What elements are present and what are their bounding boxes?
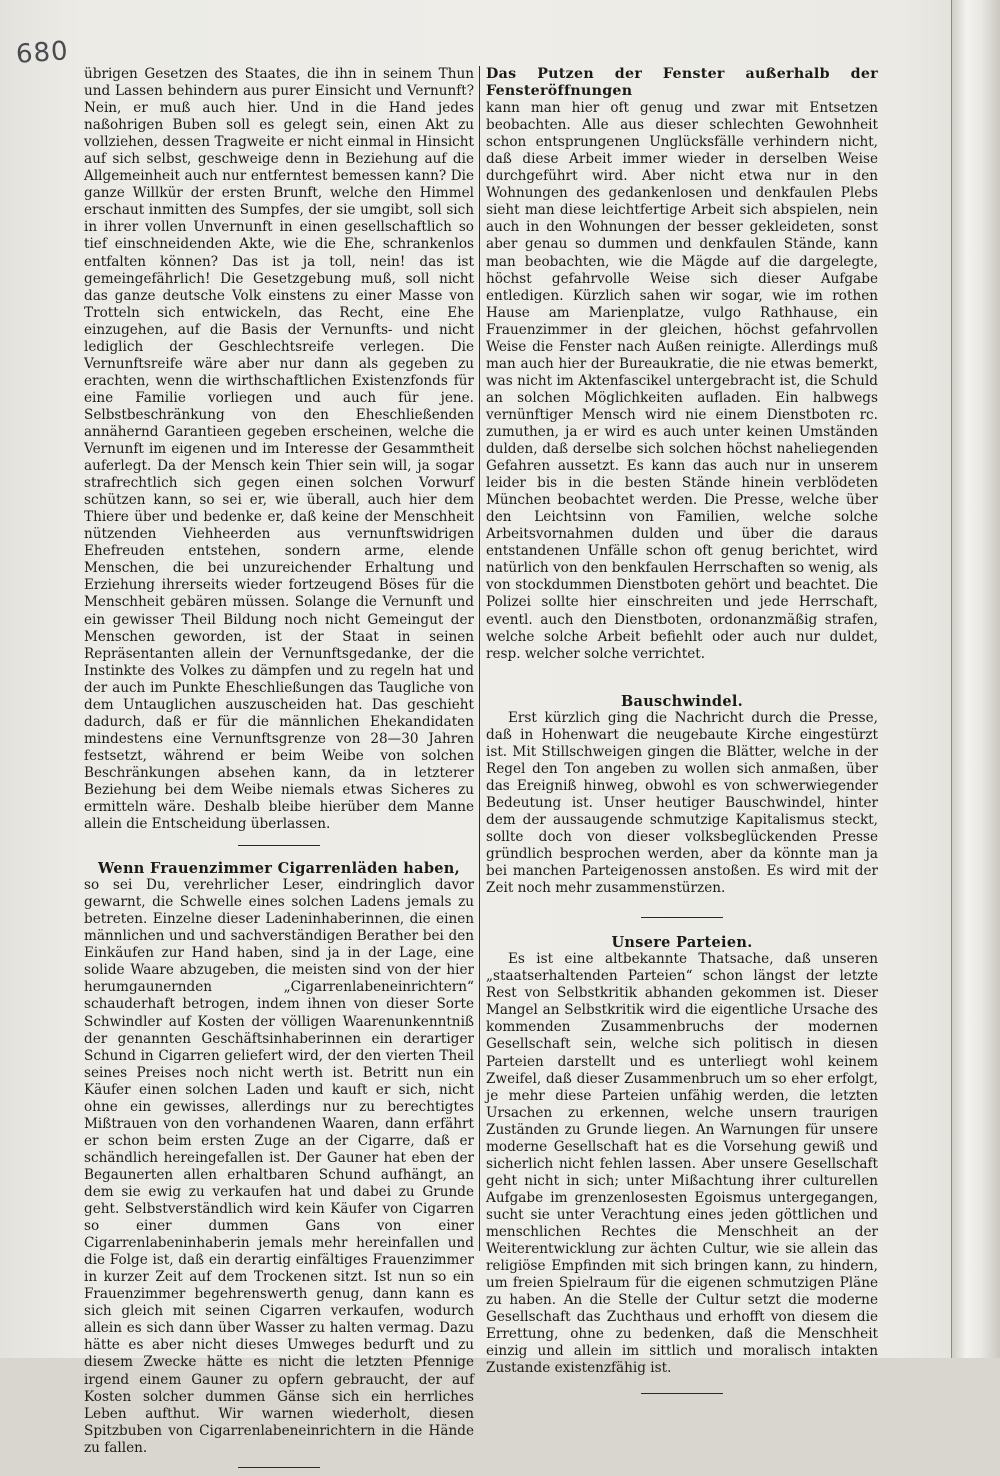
article-separator <box>238 1467 320 1468</box>
article-separator <box>238 845 320 846</box>
left-intro-paragraph: übrigen Gesetzen des Staates, die ihn in seinem Thun und Lassen behindern aus purer Einsicht und Vernunft? Nein, er muß auch hier. Und in die Hand jedes naßohrigen Buben soll es gelegt sein, einen Akt zu vollziehen, dessen Tragweite er nicht einmal in Hinsicht auf sich selbst, geschweige denn in Beziehung auf die Allgemeinheit auch nur entferntest bemessen kann? Die ganze Willkür der ersten Brunft, welche den Himmel erschaut inmitten des Sumpfes, der sie umgibt, soll sich in ihrer vollen Unvernunft in einen gesellschaftlich so tief einschneidenden Akte, wie die Ehe, schrankenlos entfalten können? Das ist ja toll, nein! das ist gemeingefährlich! Die Gesetzgebung muß, soll nicht das ganze deutsche Volk einstens zu einer Masse von Trotteln sich entwickeln, das Recht, eine Ehe einzugehen, auf die Basis der Vernunfts- und nicht lediglich der Geschlechtsreife verlegen. Die Vernunftsreife wäre aber nur dann als gegeben zu erachten, wenn die wirthschaftlichen Existenzfonds für eine Familie vorliegen und auch für jene. Selbstbeschränkung von den Eheschließenden annähernd Garantieen gegeben erscheinen, welche die Vernunft im eigenen und im Interesse der Gesammtheit auferlegt. Da der Mensch kein Thier sein will, ja sogar strafrechtlich sich gegen einen solchen Vorwurf schützen kann, so sei er, wie überall, auch hier dem Thiere über und bedenke er, daß keine der Menschheit nützenden Viehheerden aus vernunftswidrigen Ehefreuden entstehen, sondern arme, elende Menschen, die bei unzureichender Erhaltung und Erziehung ihrerseits wieder fortzeugend Böses für die Menschheit gebären müssen. Solange die Vernunft und ein gewisser Theil Bildung noch nicht Gemeingut der Menschen geworden, ist der Staat in seinen Repräsentanten allein der Vernunftsgedanke, der die Instinkte des Volkes zu dämpfen und zu regeln hat und der auch im Punkte Eheschließungen das Taugliche von dem Untauglichen auszuscheiden hat. Das geschieht dadurch, daß er für die männlichen Ehekandidaten mindestens eine Vernunftsgrenze von 28—30 Jahren festsetzt, während er beim Weibe von solchen Beschränkungen absehen kann, da in letzterer Beziehung bei dem Weibe niemals etwas Sicheres zu ermitteln wäre. Deshalb bleibe hierüber dem Manne allein die Entscheidung überlassen. <box>84 66 474 833</box>
cigar-shop-article-title: Wenn Frauenzimmer Cigarrenläden haben, <box>98 860 460 878</box>
left-column <box>84 66 474 1476</box>
article-separator <box>641 917 723 918</box>
article-separator <box>641 1393 723 1394</box>
book-edge <box>951 0 1000 1358</box>
parties-article-title: Unsere Parteien. <box>611 934 753 952</box>
column-divider <box>479 66 480 1251</box>
cigar-shop-article-text: so sei Du, verehrlicher Leser, eindringlich davor gewarnt, die Schwelle eines solchen Ladens jemals zu betreten. Einzelne dieser Ladeninhaberinnen, die einen männlichen und und sachverständigen Berather bei den Einkäufen zur Hand haben, sind ja in der Lage, eine solide Waare abzugeben, die meisten sind von der hier herumgaunernden „Cigarrenlabeneinrichtern“ schauderhaft betrogen, indem ihnen von dieser Sorte Schwindler auf Kosten der völligen Waarenunkenntniß der genannten Geschäftsinhaberinnen ein derartiger Schund in Cigarren geliefert wird, der den vierten Theil seines Preises noch nicht werth ist. Betritt nun ein Käufer einen solchen Laden und kauft er sich, nicht ohne ein gewisses, allerdings nur zu berechtigtes Mißtrauen von den vorhandenen Waaren, dann erfährt er schon beim ersten Zuge an der Cigarre, daß er schändlich hereingefallen ist. Der Gauner hat eben der Begaunerten allen erhaltbaren Schund aufhängt, an dem sie ewig zu verkaufen hat und dabei zu Grunde geht. Selbstverständlich wird kein Käufer von Cigarren so einer dummen Gans von einer Cigarrenlabeninhaberin jemals mehr hereinfallen und die Folge ist, daß ein derartig einfältiges Frauenzimmer in kurzer Zeit auf dem Trockenen sitzt. Ist nun so ein Frauenzimmer begehrenswerth genug, dann kann es sich gleich mit seinen Cigarren verkaufen, wodurch allein es sich dann über Wasser zu halten vermag. Dazu hätte es aber nicht dieses Umweges bedurft und zu diesem Zwecke hätte es nicht die letzten Pfennige irgend einem Gauner zu opfern gebraucht, der auf Kosten solcher dummen Gänse sich ein herrliches Leben aufthut. Wir warnen wiederholt, diesen Spitzbuben von Cigarrenlabeneinrichtern in die Hände zu fallen. <box>84 877 474 1456</box>
page-number: 680 <box>15 36 70 70</box>
construction-fraud-article-text: Erst kürzlich ging die Nachricht durch die Presse, daß in Hohenwart die neugebaute Kirche eingestürzt ist. Mit Stillschweigen gingen die Blätter, welche in der Regel den Ton angeben zu wollen sich anmaßen, über das Ereigniß hinweg, obwohl es von schwerwiegender Bedeutung ist. Unser heutiger Bauschwindel, hinter dem der aussaugende schmutzige Kapitalismus steckt, sollte doch von dieser volksbeglückenden Presse gründlich besprochen werden, aber da könnte man ja bei manchen Parteigenossen anstoßen. Es wird mit der Zeit noch mehr zusammenstürzen. <box>486 709 878 897</box>
construction-fraud-article-title: Bauschwindel. <box>620 692 744 710</box>
window-cleaning-article-title: Das Putzen der Fenster außerhalb der Fensteröffnungen <box>486 66 878 100</box>
parties-article-text: Es ist eine altbekannte Thatsache, daß unseren „staatserhaltenden Parteien“ schon längst der letzte Rest von Selbstkritik abhanden gekommen ist. Dieser Mangel an Selbstkritik wird die eigentliche Ursache des kommenden Zusammenbruchs der modernen Gesellschaft sein, welche sich politisch in diesen Parteien darstellt und es unterliegt wohl keinem Zweifel, daß dieser Zusammenbruch um so eher erfolgt, je mehr diese Parteien unfähig werden, die letzten Ursachen zu erkennen, welche unsern traurigen Zuständen zu Grunde liegen. An Warnungen für unsere moderne Gesellschaft hat es die Vorsehung gewiß und sicherlich nicht fehlen lassen. Aber unsere Gesellschaft geht nicht in sich; unter Mißachtung ihrer culturellen Aufgabe im grenzenlosesten Egoismus untergegangen, sucht sie unter Verachtung eines jeden göttlichen und menschlichen Rechtes die Menschheit an der Weiterentwicklung zur ächten Cultur, wie sie allein das religiöse Empfinden mit sich bringen kann, zu hindern, um freien Spielraum für die eigenen schmutzigen Pläne zu haben. An die Stelle der Cultur setzt die moderne Gesellschaft das Zuchthaus und erhofft von diesem die Errettung, ohne zu bedenken, daß die Menschheit einzig und allein im sittlich und moralisch intakten Zustande existenzfähig ist. <box>486 951 878 1377</box>
right-column <box>486 66 878 1402</box>
window-cleaning-article-text: kann man hier oft genug und zwar mit Entsetzen beobachten. Alle aus dieser schlechten Gewohnheit schon entsprungenen Unglücksfälle verhindern nicht, daß diese Arbeit immer wieder in derselben Weise durchgeführt wird. Aber nicht etwa nur in den Wohnungen des gedankenlosen und denkfaulen Plebs sieht man diese leichtfertige Arbeit sich abspielen, nein auch in den Wohnungen der besser gekleideten, sonst aber genau so dummen und denkfaulen Stände, kann man beobachten, wie die Mägde auf die dargelegte, höchst gefahrvolle Weise sich dieser Aufgabe entledigen. Kürzlich sahen wir sogar, wie im rothen Hause am Marienplatze, vulgo Rathhause, ein Frauenzimmer in der gleichen, höchst gefahrvollen Weise die Fenster nach Außen reinigte. Allerdings muß man auch hier der Bureaukratie, die nie etwas bemerkt, was nicht im Aktenfascikel untergebracht ist, die Schuld an solchen Möglichkeiten aufladen. Ein halbwegs vernünftiger Mensch wird nie einem Dienstboten rc. zumuthen, ja er wird es auch unter keinen Umständen dulden, daß derselbe sich solchen höchst naheliegenden Gefahren aussetzt. Es kann das auch nur in unserem leider bis in die besten Stände hinein verblödeten München beobachtet werden. Die Presse, welche über den Leichtsinn von Familien, welche solche Arbeitsvornahmen dulden und über die daraus entstandenen Unfälle schon oft genug berichtet, wird natürlich von den benkfaulen Herrschaften so wenig, als von stockdummen Dienstboten gehört und beachtet. Die Polizei sollte hier einschreiten und jede Herrschaft, eventl. auch den Dienstboten, ordonanzmäßig strafen, welche solche Arbeit befiehlt oder auch nur duldet, resp. welcher solche verrichtet. <box>486 100 878 662</box>
